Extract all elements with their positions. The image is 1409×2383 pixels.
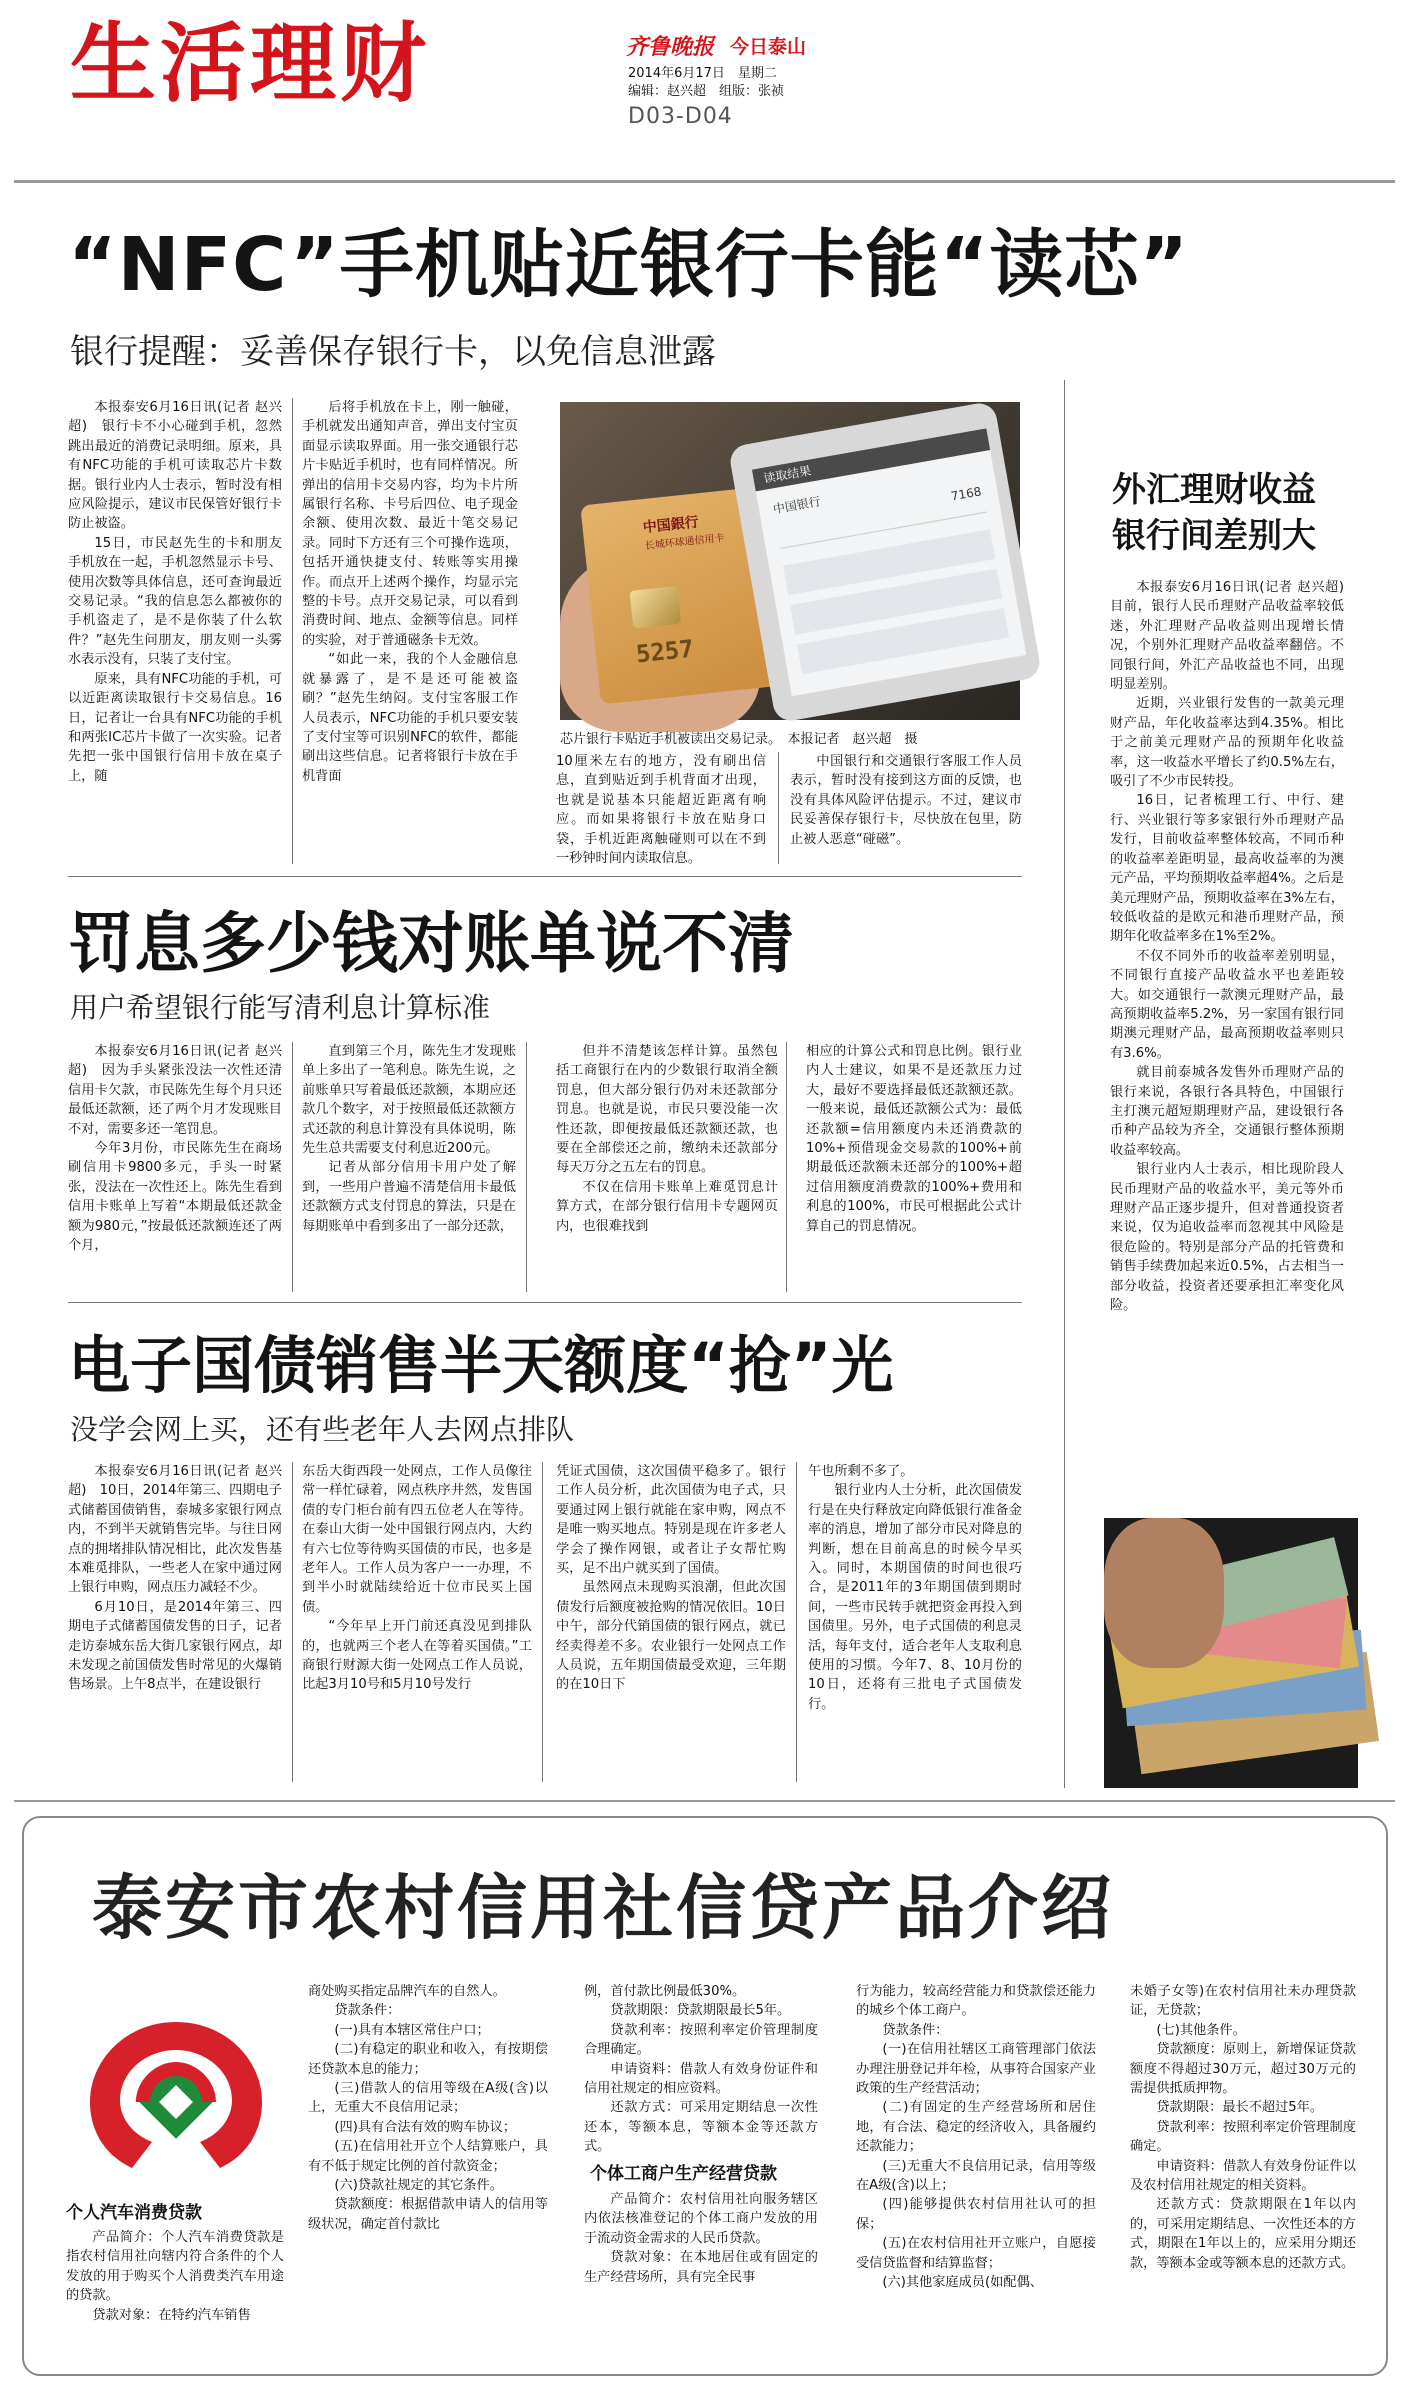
paragraph: 东岳大街西段一处网点，工作人员像往常一样忙碌着，网点秩序井然，发售国债的专门柜台前有四五位老人在等待。在泰山大街一处中国银行网点内，大约有六七位等待购买国债的市民，也多是老年人。工作人员为客户一一办理，不到半小时就陆续给近十位市民买上国债。 [302, 1464, 532, 1615]
paragraph: 银行业内人士表示，相比现阶段人民币理财产品的收益水平，美元等外币理财产品正逐步提升，但对普通投资者来说，仅为追收益率而忽视其中风险是很危险的。特别是部分产品的托管费和销售手续费加起来近0.5%，占去相当一部分收益，投资者还要承担汇率变化风险。 [1110, 1162, 1344, 1314]
paragraph: 贷款利率：按照利率定价管理制度确定。 [1130, 2119, 1356, 2155]
masthead-rule [14, 180, 1395, 183]
phone-screen-title: 读取结果 [752, 428, 990, 491]
paragraph: 贷款条件： [334, 2003, 401, 2019]
card-chip [629, 586, 681, 629]
paragraph: 贷款期限：贷款期限最长5年。 [610, 2003, 791, 2019]
paragraph: 15日，市民赵先生的卡和朋友手机放在一起，手机忽然显示卡号、使用次数等具体信息，还可查询最近交易记录。“我的信息怎么都被你的手机盗走了，是不是你装了什么软件？”赵先生问朋友，朋友则一头雾水表示没有，只装了支付宝。 [68, 535, 282, 668]
paragraph: 贷款利率：按照利率定价管理制度合理确定。 [584, 2022, 818, 2058]
paragraph: 午也所剩不多了。 [808, 1464, 914, 1479]
article2-headline: 罚息多少钱对账单说不清 [68, 905, 794, 982]
article3-column-1 [68, 1462, 282, 1784]
paragraph: 还款方式：贷款期限在1年以内的，可采用定期结息、一次性还本的方式，期限在1年以上的，应采用分期还款，等额本金或等额本息的还款方式。 [1130, 2197, 1356, 2271]
article3-column-4 [808, 1462, 1022, 1784]
paragraph: 贷款额度：根据借款申请人的信用等级状况，确定首付款比 [308, 2197, 548, 2232]
paragraph: 贷款对象：在特约汽车销售 [92, 2307, 251, 2323]
paragraph: 凭证式国债，这次国债平稳多了。银行工作人员分析，此次国债为电子式，只要通过网上银行就能在家申购，网点不是唯一购买地点。特别是现在许多老人学会了操作网银，或者让子女帮忙购买，足不出户就买到了国债。 [556, 1464, 786, 1577]
ad-col1-heading: 个人汽车消费贷款 [66, 2203, 202, 2223]
phone-screen-bank: 中国银行 [771, 494, 822, 517]
section-rule [14, 1800, 1395, 1802]
side-headline-line-2: 银行间差别大 [1112, 516, 1316, 556]
paragraph: (一)具有本辖区常住户口； [334, 2022, 490, 2038]
article2-column-4 [806, 1042, 1022, 1296]
ad-column-2 [308, 1982, 548, 2370]
article3-headline: 电子国债销售半天额度“抢”光 [68, 1329, 894, 1402]
column-divider [292, 1462, 293, 1782]
article1-column-3 [556, 752, 766, 866]
paragraph: (五)在农村信用社开立账户，自愿接受信贷监督和结算监督； [856, 2236, 1096, 2271]
ad-title: 泰安市农村信用社信贷产品介绍 [92, 1867, 1114, 1949]
credit-union-logo [66, 2010, 286, 2180]
paragraph: 例，首付款比例最低30%。 [584, 1984, 746, 1999]
paragraph: 申请资料：借款人有效身份证件以及农村信用社规定的相关资料。 [1130, 2158, 1356, 2194]
paragraph: 今年3月份，市民陈先生在商场刷信用卡9800多元，手头一时紧张，没法在一次性还上。陈先生看到信用卡账单上写着“本期最低还款金额为980元，”按最低还款额连还了两个月， [68, 1141, 282, 1254]
paragraph: (一)在信用社辖区工商管理部门依法办理注册登记并年检，从事符合国家产业政策的生产经营活动； [856, 2042, 1096, 2097]
editors: 编辑：赵兴超 组版：张祯 [628, 84, 785, 99]
paragraph: 行为能力，较高经营能力和贷款偿还能力的城乡个体工商户。 [856, 1984, 1096, 2019]
paragraph: (六)其他家庭成员(如配偶、 [882, 2275, 1043, 2291]
ad-column-3 [584, 1982, 818, 2370]
article1-column-1 [68, 398, 282, 866]
paragraph: 本报泰安6月16日讯(记者 赵兴超) 因为手头紧张没法一次性还清信用卡欠款，市民陈先生每个月只还最低还款额，还了两个月才发现账目不对，需要多还一笔罚息。 [68, 1044, 282, 1137]
article1-column-2 [302, 398, 518, 866]
column-divider [292, 1042, 293, 1292]
section-rule [68, 1302, 1022, 1303]
page-numbers: D03-D04 [628, 104, 733, 129]
paragraph: 中国银行和交通银行客服工作人员表示，暂时没有接到这方面的反馈，也没有具体风险评估提示。不过，建议市民妥善保存银行卡，尽快放在包里，防止被人恶意“碰磁”。 [790, 754, 1022, 847]
card-number: 5257 [634, 634, 696, 669]
ad-column-1 [66, 2228, 284, 2368]
paragraph: (二)有稳定的职业和收入，有按期偿还贷款本息的能力； [308, 2042, 548, 2077]
column-divider [526, 1042, 527, 1292]
paragraph: (六)贷款社规定的其它条件。 [334, 2178, 503, 2194]
article1-column-4 [790, 752, 1022, 866]
article3-column-2 [302, 1462, 532, 1784]
paragraph: 后将手机放在卡上，刚一触碰，手机就发出通知声音，弹出支付宝页面显示读取界面。用一张交通银行芯片卡贴近手机时，也有同样情况。所弹出的信用卡交易内容，均为卡片所属银行名称、卡号后四位、电子现金余额、使用次数、最近十笔交易记录。同时下方还有三个可操作选项，包括开通快捷支付、转账等实用操作。而点开上述两个操作，均显示完整的卡号。点开交易记录，可以看到消费时间、地点、金额等信息。同样的实验，对于普通磁条卡无效。 [302, 400, 518, 648]
paragraph: 10厘米左右的地方，没有刷出信息，直到贴近到手机背面才出现，也就是说基本只能超近距离有响应。而如果将银行卡放在贴身口袋，手机近距离触碰则可以在不到一秒钟时间内读取信息。 [556, 754, 766, 867]
phone-screen-card-tail: 7168 [949, 484, 983, 504]
section-title: 生活理财 [70, 13, 430, 114]
article3-column-3 [556, 1462, 786, 1784]
paragraph: “如此一来，我的个人金融信息就暴露了，是不是还可能被盗刷？”赵先生纳闷。支付宝客服工作人员表示，NFC功能的手机只要安装了支付宝等可识别NFC的软件，都能刷出这些信息。记者将银行卡放在手机背面 [302, 652, 518, 784]
paragraph: 不仅不同外币的收益率差别明显，不同银行直接产品收益水平也差距较大。如交通银行一款澳元理财产品，最高预期收益率5.2%，另一家国有银行同期澳元理财产品，最高预期收益率则只有3.6%。 [1110, 948, 1344, 1061]
paragraph: 相应的计算公式和罚息比例。银行业内人士建议，如果不是还款压力过大，最好不要选择最低还款额还款。一般来说，最低还款额公式为：最低还款额=信用额度内未还消费款的10%+预借现金交易款的100%+前期最低还款额未还部分的100%+超过信用额度消费款的100%+费用和利息的100%，市民可根据此公式计算自己的罚息情况。 [806, 1044, 1022, 1234]
paragraph: 产品简介：农村信用社向服务辖区内依法核准登记的个体工商户发放的用于流动资金需求的人民币贷款。 [584, 2192, 818, 2246]
paragraph: 就目前泰城各发售外币理财产品的银行来说，各银行各具特色，中国银行主打澳元超短期理财产品，建设银行各币种产品较为齐全，交通银行整体预期收益率较高。 [1110, 1065, 1344, 1158]
paragraph: 16日，记者梳理工行、中行、建行、兴业银行等多家银行外币理财产品发行，目前收益率整体较高，不同币种的收益率差距明显，最高收益率的为澳元产品，平均预期收益率超4%。之后是美元理财产品，预期收益率在3%左右，较低收益的是欧元和港币理财产品，预期年化收益率多在1%至2%。 [1110, 793, 1344, 945]
paragraph: 贷款期限：最长不超过5年。 [1156, 2100, 1324, 2116]
side-divider [1064, 380, 1065, 1788]
paragraph: 原来，具有NFC功能的手机，可以近距离读取银行卡交易信息。16日，记者让一台具有NFC功能的手机和两张IC芯片卡做了一次实验。记者先把一张中国银行信用卡放在桌子上，随 [68, 671, 282, 784]
column-divider [796, 1462, 797, 1782]
card-bank-name: 中国銀行 [642, 514, 700, 537]
paragraph: (五)在信用社开立个人结算账户，具有不低于规定比例的首付款资金； [308, 2139, 548, 2174]
article2-column-1 [68, 1042, 282, 1296]
paragraph: 贷款对象：在本地居住或有固定的生产经营场所，具有完全民事 [584, 2250, 818, 2285]
paragraph: (二)有固定的生产经营场所和居住地，有合法、稳定的经济收入，具备履约还款能力； [856, 2100, 1096, 2155]
currency-photo [1104, 1518, 1358, 1788]
paragraph: 虽然网点未现购买浪潮，但此次国债发行后额度被抢购的情况依旧。10日中午，部分代销国债的银行网点，就已经卖得差不多。农业银行一处网点工作人员说，五年期国债最受欢迎，三年期的在10日下 [556, 1580, 786, 1693]
paragraph: (四)能够提供农村信用社认可的担保； [856, 2197, 1096, 2232]
article1-headline: “NFC”手机贴近银行卡能“读芯” [68, 222, 1190, 308]
phone-device [728, 401, 1043, 724]
column-divider [542, 1462, 543, 1782]
paragraph: “今年早上开门前还真没见到排队的，也就两三个老人在等着买国债。”工商银行财源大街一处网点工作人员说，比起3月10号和5月10号发行 [302, 1619, 532, 1693]
section-rule [68, 876, 1022, 877]
paragraph: 本报泰安6月16日讯(记者 赵兴超) 银行卡不小心碰到手机，忽然跳出最近的消费记录明细。原来，具有NFC功能的手机可读取芯片卡数据。银行业内人士表示，暂时没有相应风险提示，建议市民保管好银行卡防止被盗。 [68, 400, 282, 532]
paragraph: 贷款条件： [882, 2022, 949, 2038]
paragraph: 还款方式：可采用定期结息一次性还本，等额本息，等额本金等还款方式。 [584, 2100, 818, 2155]
paper-name: 齐鲁晚报 [626, 34, 715, 60]
ad-col3-heading: 个体工商户生产经营贷款 [590, 2163, 777, 2184]
side-headline-line-1: 外汇理财收益 [1112, 470, 1316, 510]
article2-column-2 [302, 1042, 516, 1296]
paragraph: 产品简介：个人汽车消费贷款是指农村信用社向辖内符合条件的个人发放的用于购买个人消费类汽车用途的贷款。 [66, 2230, 284, 2304]
paragraph: (七)其他条件。 [1156, 2022, 1246, 2038]
paragraph: 6月10日，是2014年第三、四期电子式储蓄国债发售的日子，记者走访泰城东岳大街几家银行网点，却未发现之前国债发售时常见的火爆销售场景。上午8点半，在建设银行 [68, 1599, 282, 1693]
column-divider [786, 1042, 787, 1292]
side-article-body [1110, 578, 1358, 1516]
paragraph: 直到第三个月，陈先生才发现账单上多出了一笔利息。陈先生说，之前账单只写着最低还款额，本期应还款几个数字，对于按照最低还款额方式还款的利息计算没有具体说明，陈先生总共需要支付利息近200元。 [302, 1044, 516, 1157]
paragraph: 不仅在信用卡账单上难觅罚息计算方式，在部分银行信用卡专题网页内，也很难找到 [556, 1179, 778, 1234]
paragraph: 申请资料：借款人有效身份证件和信用社规定的相应资料。 [584, 2061, 818, 2097]
article2-subhead: 用户希望银行能写清利息计算标准 [70, 991, 491, 1024]
paragraph: 近期，兴业银行发售的一款美元理财产品，年化收益率达到4.35%。相比于之前美元理财产品的预期年化收益率，这一收益水平增长了约0.5%左右，吸引了不少市民转投。 [1110, 696, 1344, 790]
paragraph: (三)借款人的信用等级在A级(含)以上，无重大不良信用记录； [308, 2081, 548, 2116]
ad-column-4 [856, 1982, 1096, 2370]
issue-date: 2014年6月17日 星期二 [628, 66, 777, 81]
ad-column-5 [1130, 1982, 1356, 2370]
article1-subhead: 银行提醒：妥善保存银行卡，以免信息泄露 [70, 332, 716, 372]
paragraph: 商处购买指定品牌汽车的自然人。 [308, 1984, 506, 1999]
column-divider [778, 752, 779, 864]
paragraph: 贷款额度：原则上，新增保证贷款额度不得超过30万元，超过30万元的需提供抵质押物。 [1130, 2042, 1356, 2097]
paragraph: (四)具有合法有效的购车协议； [334, 2119, 517, 2135]
card-label: 长城环球通信用卡 [644, 532, 726, 553]
article3-subhead: 没学会网上买，还有些老年人去网点排队 [70, 1413, 575, 1446]
paragraph: 未婚子女等)在农村信用社未办理贷款证，无贷款； [1130, 1984, 1356, 2019]
paragraph: 但并不清楚该怎样计算。虽然包括工商银行在内的少数银行取消全额罚息，但大部分银行仍对未还款部分罚息。也就是说，市民只要没能一次性还款，即便按最低还款额还款，也要在全部偿还之前，缴纳未还款部分每天万分之五左右的罚息。 [556, 1044, 778, 1176]
paragraph: 银行业内人士分析，此次国债发行是在央行释放定向降低银行准备金率的消息，增加了部分市民对降息的判断，想在目前高息的时候今早买入。同时，本期国债的时间也很巧合，是2011年的3年期国债到期时间，一些市民转手就把资金再投入到国债里。另外，电子式国债的利息灵活，每年支付，适合老年人支取利息使用的习惯。今年7、8、10月份的10日，还将有三批电子式国债发行。 [808, 1483, 1022, 1712]
paragraph: 记者从部分信用卡用户处了解到，一些用户普遍不清楚信用卡最低还款额方式支付罚息的算法，只是在每期账单中看到多出了一部分还款， [302, 1160, 516, 1234]
paragraph: (三)无重大不良信用记录，信用等级在A级(含)以上； [856, 2158, 1096, 2194]
photo-caption: 芯片银行卡贴近手机被读出交易记录。 本报记者 赵兴超 摄 [560, 732, 918, 747]
edition-name: 今日泰山 [730, 36, 807, 58]
phone-photo [560, 402, 1020, 720]
paragraph: 本报泰安6月16日讯(记者 赵兴超) 10日，2014年第三、四期电子式储蓄国债销售，泰城多家银行网点内，不到半天就销售完毕。与往日网点的拥堵排队情况相比，此次发售基本难觅排队，一些老人在家中通过网上银行申购，网点压力减轻不少。 [68, 1464, 282, 1596]
column-divider [292, 398, 293, 864]
paragraph: 本报泰安6月16日讯(记者 赵兴超) 目前，银行人民币理财产品收益率较低迷，外汇理财产品收益则出现增长情况，个别外汇理财产品收益率翻倍。不同银行间，外汇产品收益也不同，出现明显差别。 [1110, 580, 1358, 693]
article2-column-3 [556, 1042, 778, 1296]
